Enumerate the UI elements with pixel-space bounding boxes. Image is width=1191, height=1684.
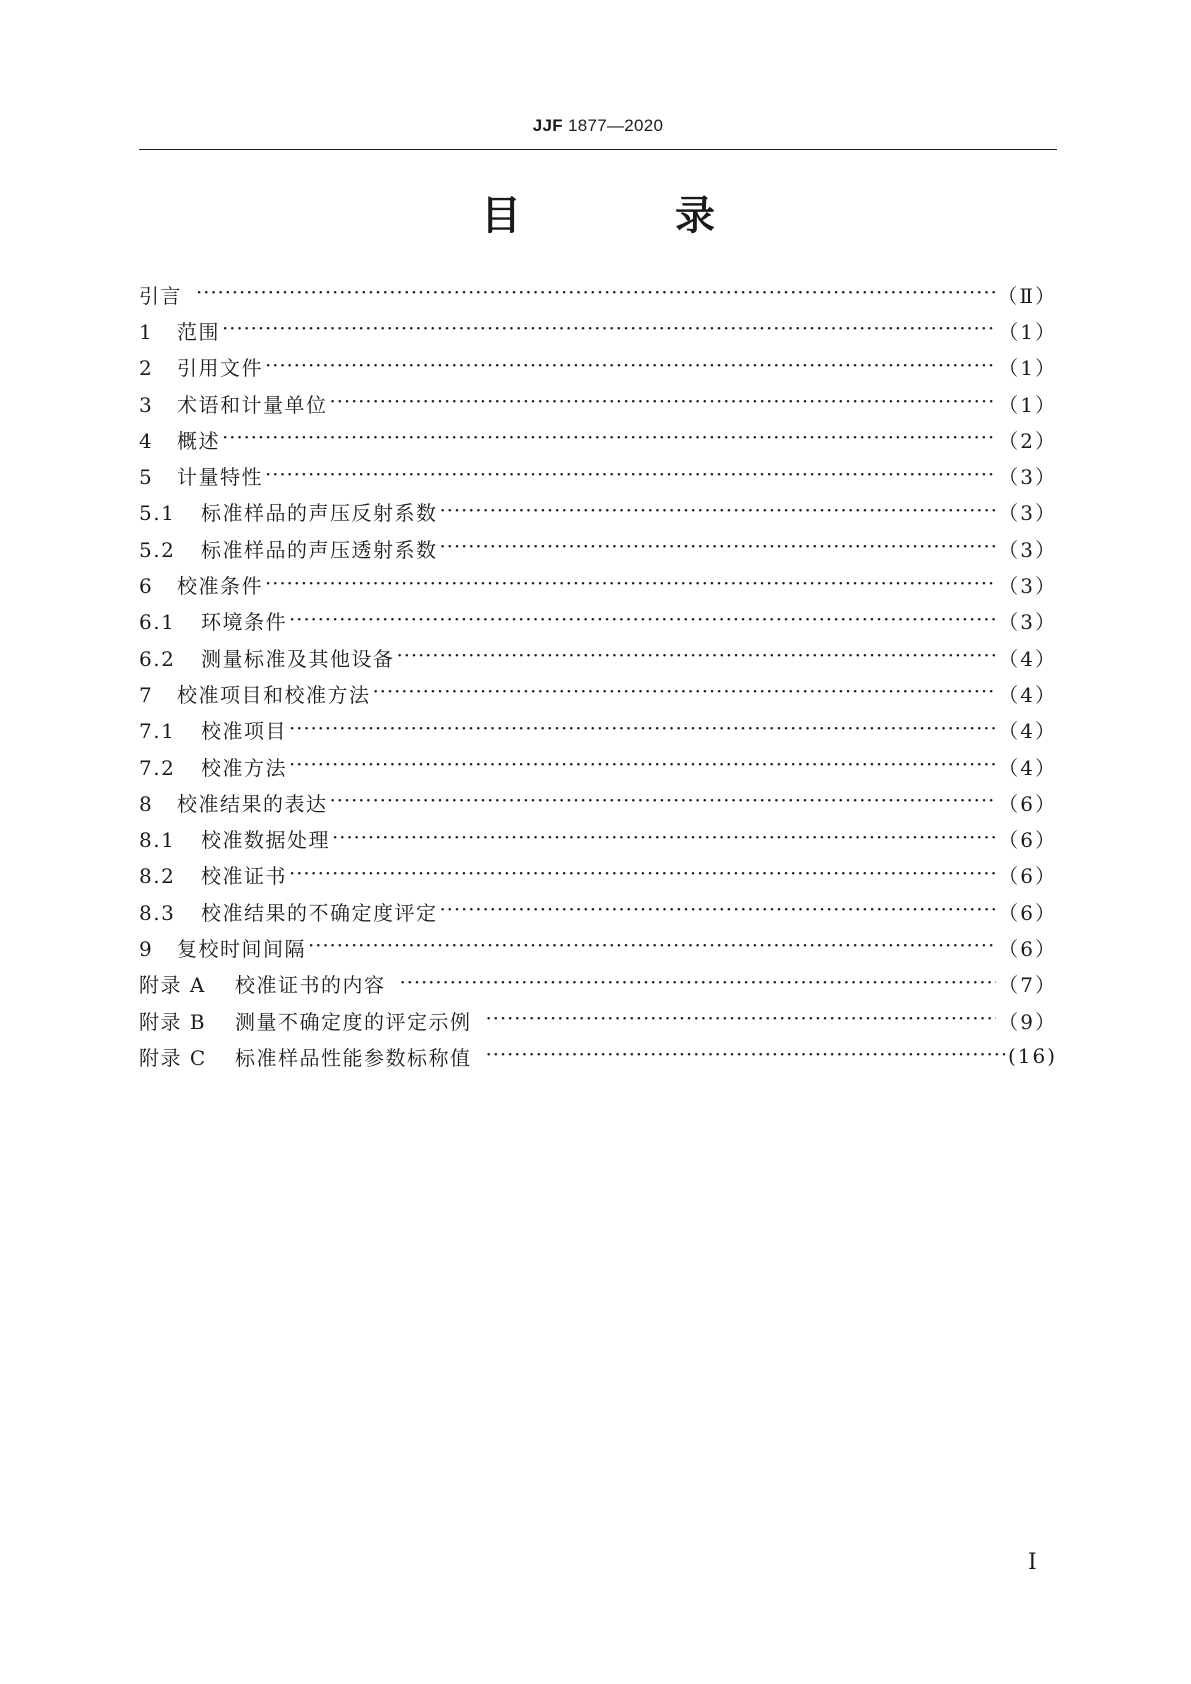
toc-entry-label [139,280,194,309]
table-of-contents [139,276,1057,1075]
toc-entry-number: 8 [139,791,154,816]
toc-entry-title: 校准结果的不确定度评定 [201,900,438,925]
toc-entry[interactable] [139,929,1057,965]
toc-entry-number: 7.1 [139,719,176,744]
toc-entry[interactable] [139,820,1057,856]
dot-leader [289,865,996,885]
toc-entry[interactable] [139,566,1057,602]
toc-entry-number: 7 [139,682,154,707]
toc-entry[interactable] [139,748,1057,784]
toc-entry[interactable] [139,385,1057,421]
toc-entry-page: （1） [998,319,1057,344]
toc-entry-title: 范围 [177,319,220,344]
toc-entry-title: 术语和计量单位 [177,392,328,417]
dot-leader [330,393,997,413]
toc-entry-label [139,389,328,418]
dot-leader [265,575,996,595]
toc-entry-title: 概述 [177,428,220,453]
dot-leader [222,320,996,340]
dot-leader [486,1046,1006,1066]
toc-entry-number: 8.3 [139,900,176,925]
dot-leader [265,466,996,486]
toc-entry-label [139,497,438,526]
toc-entry[interactable] [139,966,1057,1002]
toc-entry-label [139,860,287,889]
page-title: 目 录 [481,193,785,239]
toc-entry[interactable] [139,893,1057,929]
toc-entry-number: 6.2 [139,646,176,671]
toc-entry-number: 8.2 [139,864,176,889]
toc-entry-title: 校准证书的内容 [235,973,386,998]
toc-entry-page: （6） [998,791,1057,816]
dot-leader [440,901,997,921]
toc-entry-title: 校准项目 [201,719,287,744]
document-code-header [139,116,1057,136]
toc-entry[interactable] [139,421,1057,457]
toc-entry-label [139,969,398,998]
dot-leader [486,1010,997,1030]
page-number: Ⅰ [1028,1550,1037,1575]
toc-entry-title: 校准条件 [177,574,263,599]
toc-entry-page: （9） [998,1009,1057,1034]
toc-entry-title: 校准数据处理 [201,828,330,853]
toc-entry-label [139,534,438,563]
toc-entry-label [139,824,330,853]
toc-entry[interactable] [139,276,1057,312]
toc-entry[interactable] [139,639,1057,675]
toc-entry-number: 附录 A [139,973,206,998]
toc-entry-page: （6） [998,900,1057,925]
toc-entry-number: 7.2 [139,755,176,780]
toc-entry-title: 环境条件 [201,610,287,635]
toc-entry[interactable] [139,349,1057,385]
toc-entry-title: 标准样品性能参数标称值 [235,1045,472,1070]
toc-entry-page: （6） [998,864,1057,889]
toc-entry-label [139,897,438,926]
dot-leader [265,357,996,377]
toc-entry-page: （4） [998,646,1057,671]
toc-entry-title: 测量不确定度的评定示例 [235,1009,472,1034]
toc-entry-title: 校准项目和校准方法 [177,682,371,707]
dot-leader [440,538,997,558]
toc-entry-page: （7） [998,973,1057,998]
toc-entry-page: （Ⅱ） [997,283,1057,308]
toc-entry-number: 5.2 [139,537,176,562]
toc-entry-number: 5.1 [139,501,176,526]
dot-leader [332,829,996,849]
dot-leader [222,429,996,449]
toc-entry[interactable] [139,675,1057,711]
toc-entry-title: 引用文件 [177,356,263,381]
toc-entry-page: （3） [998,574,1057,599]
toc-entry-page: (16) [1007,1044,1057,1069]
toc-entry-label [139,1042,484,1071]
toc-entry-label [139,316,220,345]
toc-entry-page: （6） [998,936,1057,961]
document-code-number: 1877—2020 [567,116,664,135]
toc-entry-number: 附录 C [139,1045,207,1070]
toc-entry-title: 校准证书 [201,864,287,889]
dot-leader [308,937,996,957]
toc-entry-label [139,715,287,744]
toc-entry-label [139,1006,484,1035]
toc-entry-number: 6 [139,574,154,599]
toc-entry-label [139,788,328,817]
toc-entry-label [139,425,220,454]
toc-entry-number: 6.1 [139,610,176,635]
toc-entry-label [139,606,287,635]
toc-entry[interactable] [139,784,1057,820]
toc-entry-title: 测量标准及其他设备 [201,646,395,671]
toc-entry-number: 附录 B [139,1009,207,1034]
toc-entry-title: 标准样品的声压反射系数 [201,501,438,526]
header-divider [139,149,1057,150]
toc-entry[interactable] [139,857,1057,893]
toc-entry-label [139,643,395,672]
toc-entry-label [139,752,287,781]
toc-entry-number: 4 [139,428,154,453]
toc-entry[interactable] [139,312,1057,348]
toc-entry-number: 5 [139,465,154,490]
dot-leader [289,756,996,776]
toc-entry-label [139,933,306,962]
toc-entry-page: （4） [998,719,1057,744]
document-code-prefix: JJF [532,116,563,135]
toc-entry-title: 校准结果的表达 [177,791,328,816]
dot-leader [196,284,995,304]
toc-entry-label [139,679,371,708]
toc-entry-page: （3） [998,465,1057,490]
toc-entry[interactable] [139,603,1057,639]
toc-entry-title: 校准方法 [201,755,287,780]
toc-entry-page: （3） [998,501,1057,526]
toc-entry-number: 9 [139,936,154,961]
dot-leader [289,611,996,631]
toc-entry[interactable] [139,712,1057,748]
dot-leader [397,647,997,667]
toc-entry-page: （4） [998,682,1057,707]
toc-entry-title: 复校时间间隔 [177,936,306,961]
toc-entry[interactable] [139,494,1057,530]
toc-entry-page: （1） [998,392,1057,417]
dot-leader [289,720,996,740]
toc-entry[interactable] [139,457,1057,493]
dot-leader [330,792,997,812]
toc-entry-label [139,352,263,381]
toc-entry-number: 1 [139,319,154,344]
toc-entry-page: （1） [998,356,1057,381]
dot-leader [373,683,997,703]
toc-entry-page: （3） [998,610,1057,635]
toc-entry-page: （2） [998,428,1057,453]
toc-entry-page: （3） [998,537,1057,562]
toc-entry[interactable] [139,1002,1057,1038]
toc-entry-number: 2 [139,356,154,381]
toc-entry-number: 3 [139,392,154,417]
toc-entry-title: 引言 [139,283,182,308]
toc-entry-number: 8.1 [139,828,176,853]
dot-leader [400,974,997,994]
toc-entry-page: （4） [998,755,1057,780]
dot-leader [440,502,997,522]
toc-entry-page: （6） [998,828,1057,853]
toc-entry-title: 计量特性 [177,465,263,490]
toc-entry[interactable] [139,1038,1057,1074]
toc-entry-label [139,570,263,599]
toc-entry-title: 标准样品的声压透射系数 [201,537,438,562]
toc-entry[interactable] [139,530,1057,566]
toc-entry-label [139,461,263,490]
